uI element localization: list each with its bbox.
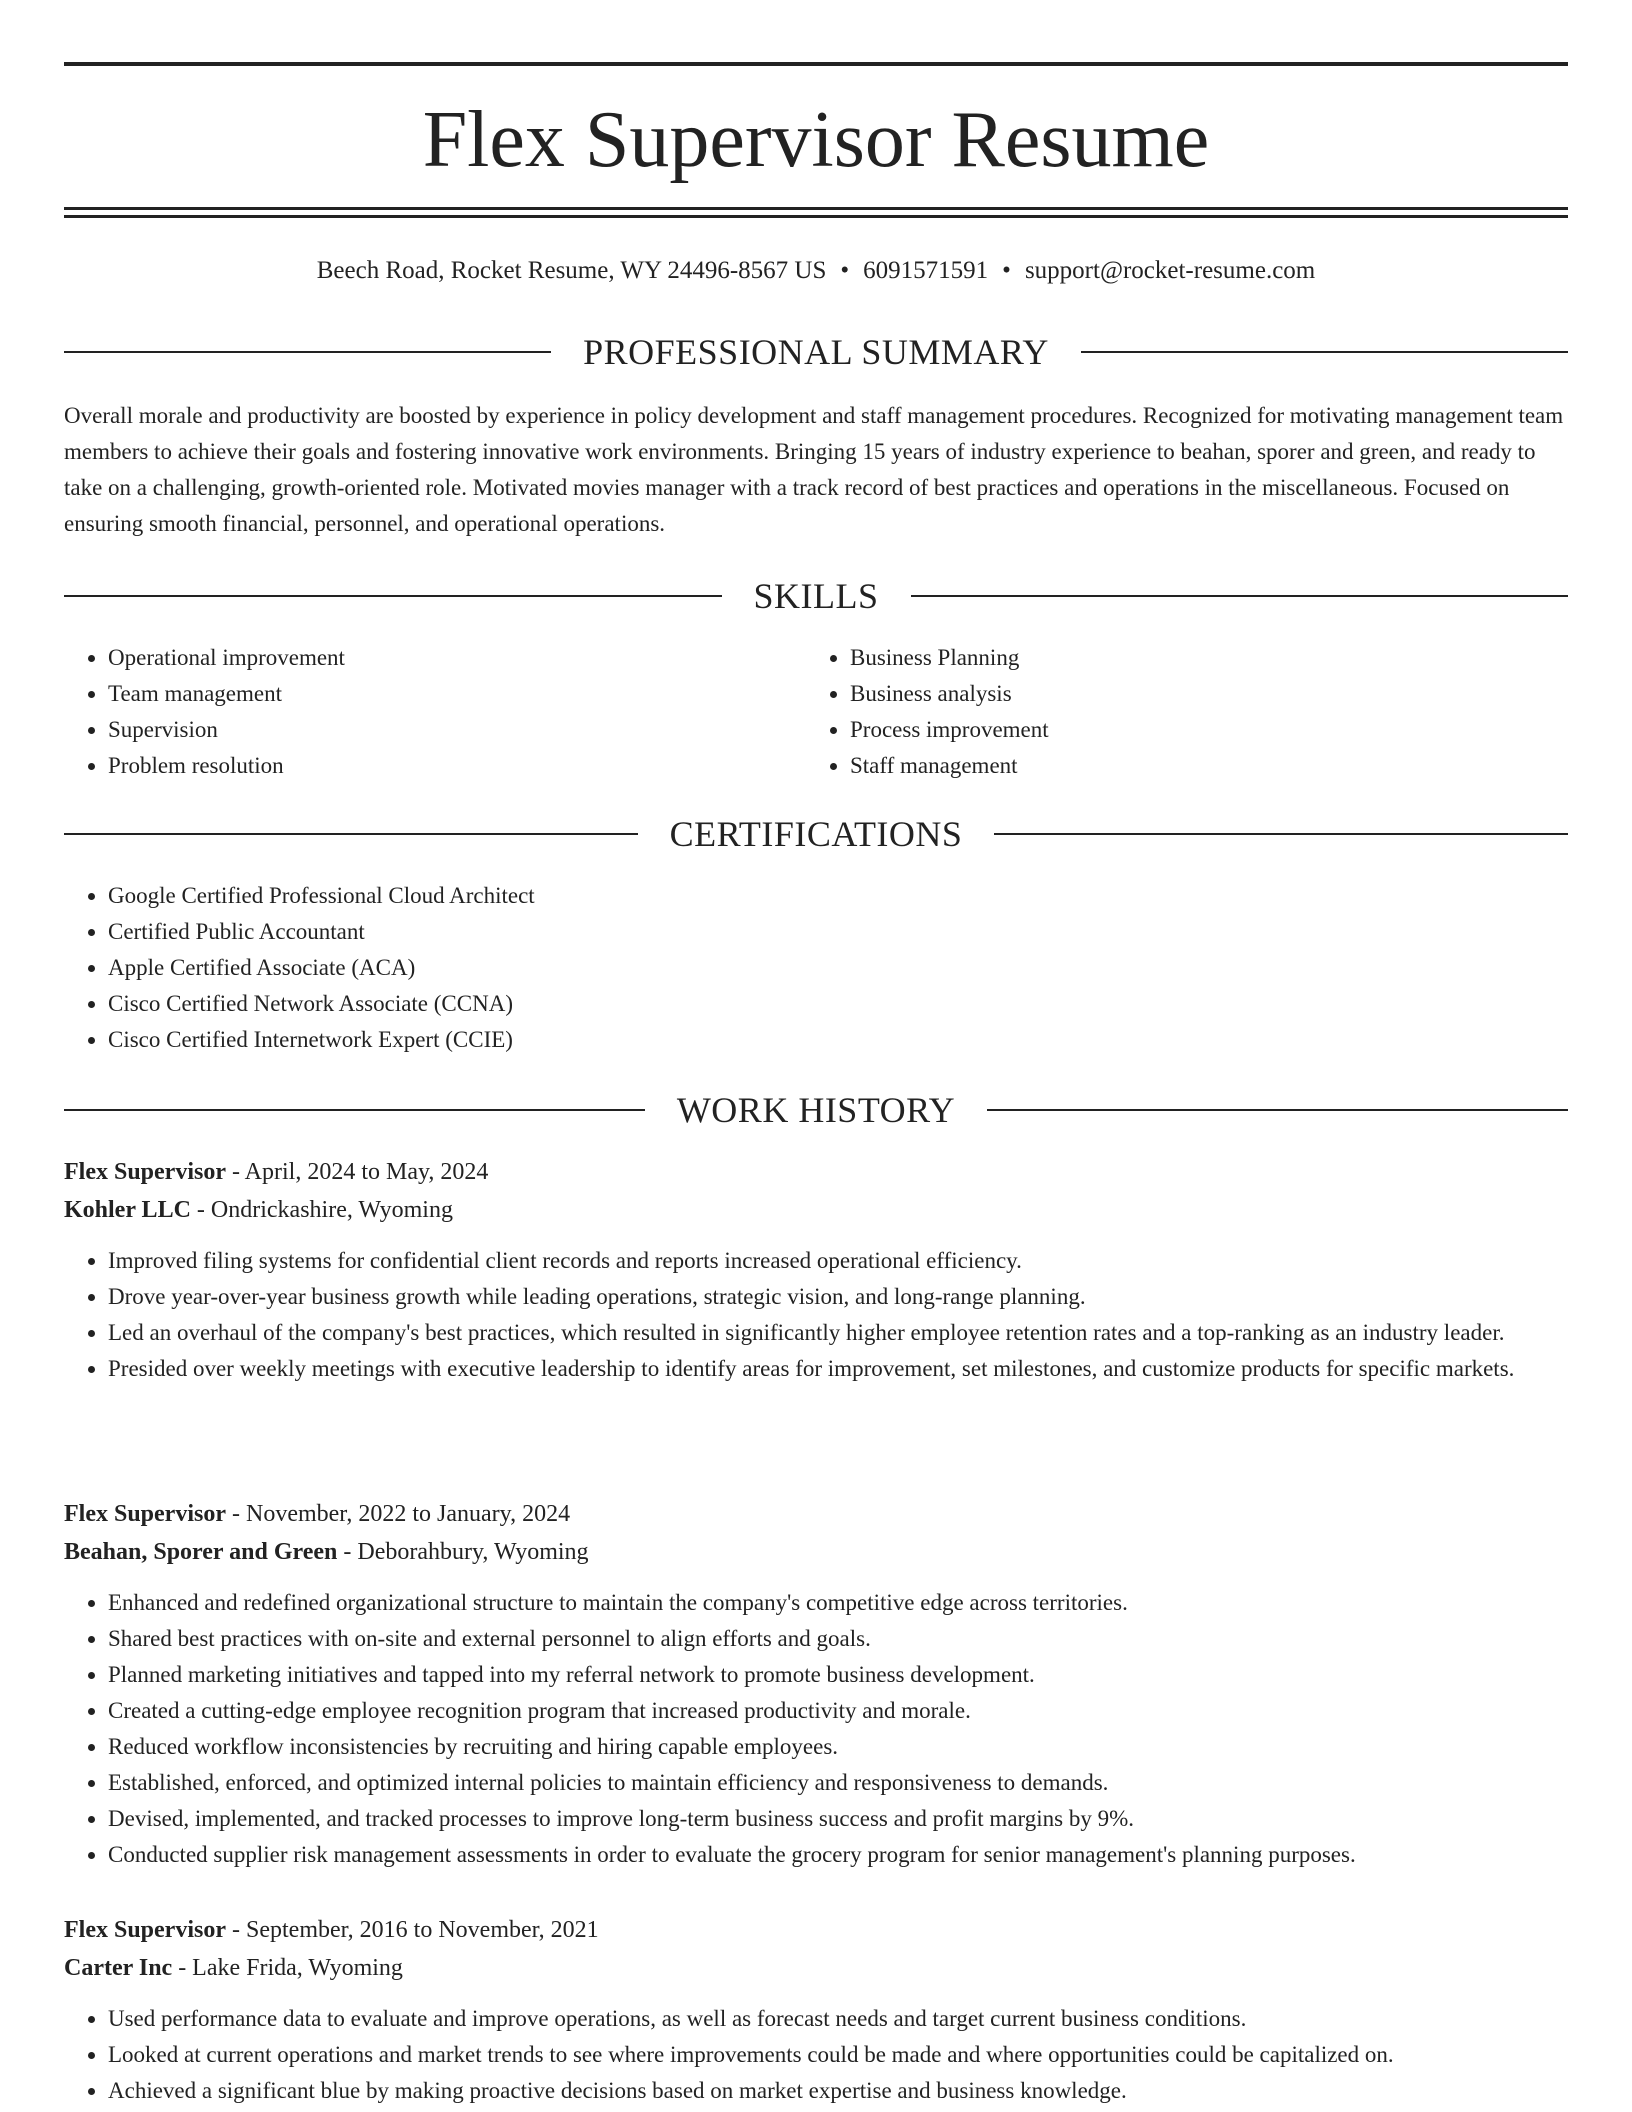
skill-item: • Business Planning <box>850 640 1548 676</box>
job-bullets <box>64 1243 1568 1387</box>
job-company: Kohler LLC <box>64 1197 191 1223</box>
contact-separator: • <box>1002 257 1011 284</box>
job-bullet: • Created a cutting-edge employee recognition program that increased productivity and morale. <box>108 1693 1568 1729</box>
job-company-line <box>64 1191 1568 1229</box>
skill-item: • Staff management <box>850 748 1548 784</box>
contact-line <box>64 254 1568 288</box>
divider <box>1081 351 1568 353</box>
skill-item: • Team management <box>108 676 806 712</box>
contact-phone: 6091571591 <box>863 257 989 284</box>
contact-address: Beech Road, Rocket Resume, WY 24496-8567 US <box>316 257 827 284</box>
job-bullet: • Established, enforced, and optimized internal policies to maintain efficiency and responsiveness to demands. <box>108 1765 1568 1801</box>
divider <box>64 351 551 353</box>
section-header-work-history <box>64 1088 1568 1132</box>
job-bullet: • Used performance data to evaluate and improve operations, as well as forecast needs and target current business conditions. <box>108 2001 1568 2037</box>
job-bullet: • Reduced workflow inconsistencies by recruiting and hiring capable employees. <box>108 1729 1568 1765</box>
job-bullet: • Shared best practices with on-site and external personnel to align efforts and goals. <box>108 1621 1568 1657</box>
certification-item: • Cisco Certified Internetwork Expert (CCIE) <box>108 1022 1568 1058</box>
section-header-skills <box>64 574 1568 618</box>
skill-item: • Operational improvement <box>108 640 806 676</box>
section-title-summary: PROFESSIONAL SUMMARY <box>583 332 1049 372</box>
job-company: Carter Inc <box>64 1955 173 1981</box>
certification-item: • Apple Certified Associate (ACA) <box>108 950 1568 986</box>
contact-email: support@rocket-resume.com <box>1024 257 1316 284</box>
section-title-skills: SKILLS <box>753 576 879 616</box>
job-bullet: • Conducted supplier risk management assessments in order to evaluate the grocery program for senior management's planning purposes. <box>108 1837 1568 1873</box>
certification-item: • Cisco Certified Network Associate (CCNA) <box>108 986 1568 1022</box>
job-bullet: • Devised, implemented, and tracked processes to improve long-term business success and profit margins by 9%. <box>108 1801 1568 1837</box>
job-location: - Ondrickashire, Wyoming <box>190 1197 453 1223</box>
divider <box>987 1109 1568 1111</box>
job-bullet: • Presided over weekly meetings with executive leadership to identify areas for improvement, set milestones, and customize products for specific markets. <box>108 1351 1568 1387</box>
job-bullet: • Enhanced and redefined organizational structure to maintain the company's competitive edge across territories. <box>108 1585 1568 1621</box>
header-bottom-rule-2 <box>64 215 1568 218</box>
job-bullet: • Looked at current operations and market trends to see where improvements could be made and where opportunities could be capitalized on. <box>108 2037 1568 2073</box>
section-title-work-history: WORK HISTORY <box>676 1090 956 1130</box>
certification-item: • Google Certified Professional Cloud Architect <box>108 878 1568 914</box>
job-dates: - April, 2024 to May, 2024 <box>226 1159 489 1185</box>
skills-column-left <box>64 640 806 784</box>
job-bullet: • Led an overhaul of the company's best practices, which resulted in significantly higher employee retention rates and a top-ranking as an industry leader. <box>108 1315 1568 1351</box>
job-bullets <box>64 2001 1568 2109</box>
page-title: Flex Supervisor Resume <box>422 96 1210 184</box>
skills-list <box>64 640 1568 784</box>
header-bottom-rule <box>64 207 1568 210</box>
job-bullet: • Improved filing systems for confidential client records and reports increased operational efficiency. <box>108 1243 1568 1279</box>
skill-item: • Business analysis <box>850 676 1548 712</box>
job-location: - Deborahbury, Wyoming <box>337 1539 589 1565</box>
job-dates: - November, 2022 to January, 2024 <box>226 1501 571 1527</box>
job-location: - Lake Frida, Wyoming <box>172 1955 403 1981</box>
job-title-line <box>64 1153 1568 1191</box>
job-bullet: • Planned marketing initiatives and tapped into my referral network to promote business development. <box>108 1657 1568 1693</box>
section-header-certifications <box>64 812 1568 856</box>
divider <box>994 833 1568 835</box>
job-bullets <box>64 1585 1568 1873</box>
job-title-line <box>64 1911 1568 1949</box>
section-title-certifications: CERTIFICATIONS <box>669 814 963 854</box>
job-bullet: • Achieved a significant blue by making proactive decisions based on market expertise and business knowledge. <box>108 2073 1568 2109</box>
job-title: Flex Supervisor <box>64 1501 226 1527</box>
job-entry <box>64 1153 1568 1387</box>
job-company-line <box>64 1949 1568 1987</box>
job-entry <box>64 1495 1568 1873</box>
job-company: Beahan, Sporer and Green <box>64 1539 338 1565</box>
job-title: Flex Supervisor <box>64 1917 226 1943</box>
job-entry <box>64 1911 1568 2109</box>
skill-item: • Problem resolution <box>108 748 806 784</box>
job-title-line <box>64 1495 1568 1533</box>
divider <box>911 595 1569 597</box>
divider <box>64 595 722 597</box>
job-company-line <box>64 1533 1568 1571</box>
job-bullet: • Drove year-over-year business growth while leading operations, strategic vision, and long-range planning. <box>108 1279 1568 1315</box>
job-title: Flex Supervisor <box>64 1159 226 1185</box>
divider <box>64 833 638 835</box>
skill-item: • Process improvement <box>850 712 1548 748</box>
skill-item: • Supervision <box>108 712 806 748</box>
section-header-summary <box>64 330 1568 374</box>
header-top-rule <box>64 62 1568 66</box>
certifications-list <box>64 878 1568 1058</box>
certification-item: • Certified Public Accountant <box>108 914 1568 950</box>
divider <box>64 1109 645 1111</box>
job-dates: - September, 2016 to November, 2021 <box>226 1917 599 1943</box>
skills-column-right <box>806 640 1548 784</box>
summary-text: Overall morale and productivity are boosted by experience in policy development and staff management procedures. Recognized for motivating management team members to achieve their goals and fostering innovative work environments. Bringing 15 years of industry experience to beahan, sporer and green, and ready to take on a challenging, growth-oriented role. Motivated movies manager with a track record of best practices and operations in the miscellaneous. Focused on ensuring smooth financial, personnel, and operational operations. <box>64 403 1564 536</box>
contact-separator: • <box>840 257 850 284</box>
